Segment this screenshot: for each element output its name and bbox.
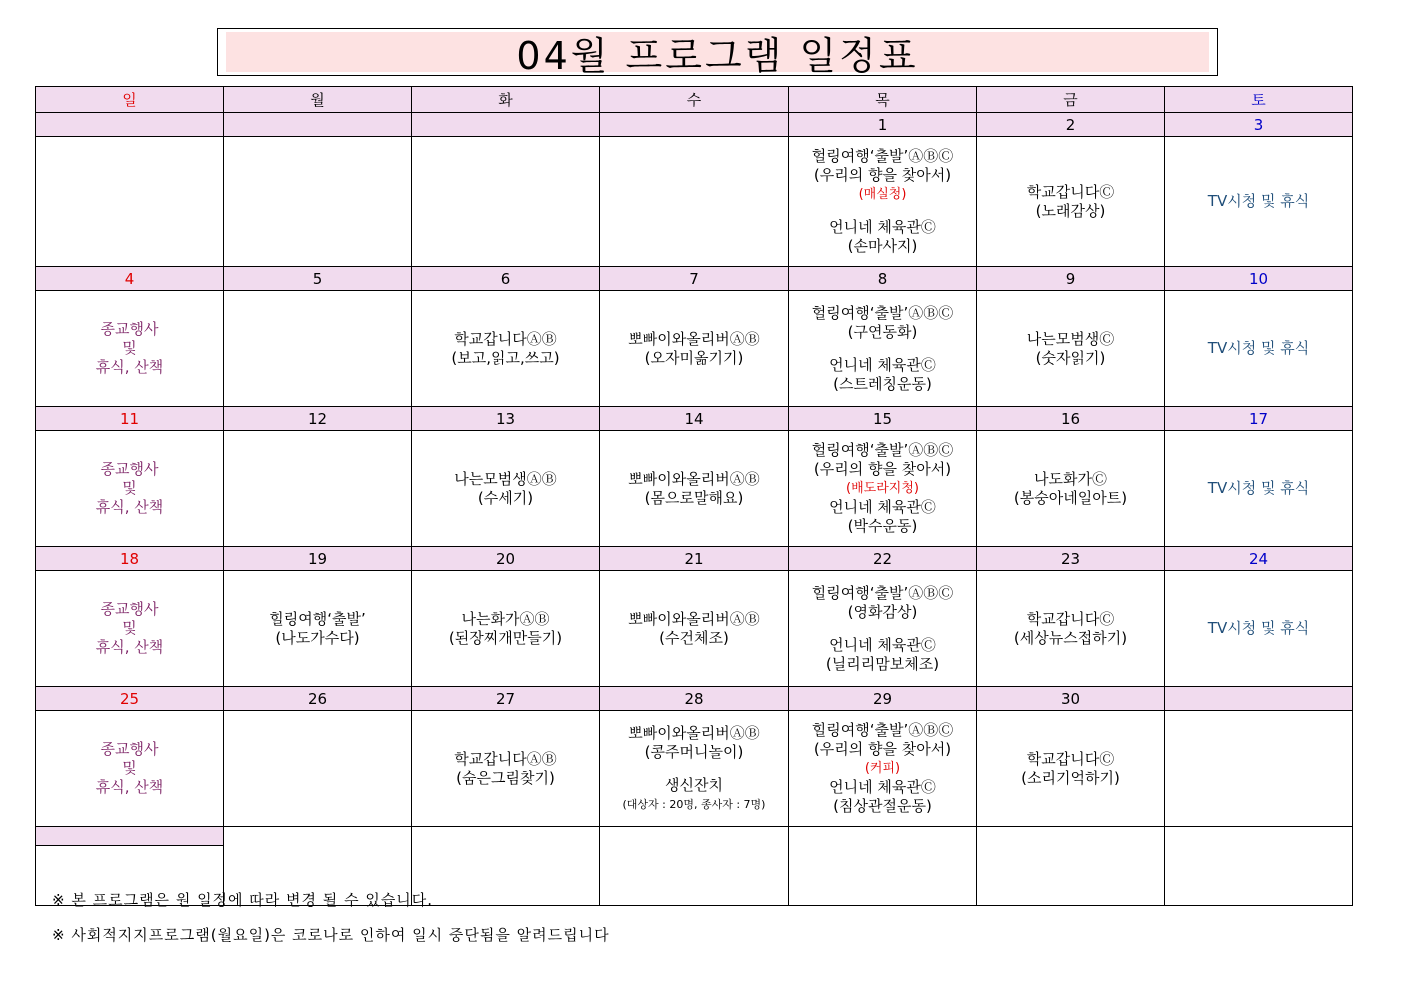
program-line: (닐리리맘보체조) — [825, 654, 940, 673]
program-line: 종교행사 — [100, 460, 159, 478]
calendar-table — [35, 86, 1353, 906]
date-number — [600, 113, 789, 137]
spacer — [789, 342, 976, 356]
program-line: (된장찌개만들기) — [448, 628, 563, 647]
program-cell — [600, 571, 789, 687]
date-number: 10 — [1165, 267, 1353, 291]
program-line: 학교갑니다ⒶⒷ — [454, 749, 557, 768]
date-number: 2 — [977, 113, 1165, 137]
program-line: 뽀빠이와올리버ⒶⒷ — [628, 329, 760, 348]
page-title: 04월 프로그램 일정표 — [226, 32, 1209, 72]
program-row — [36, 137, 1353, 267]
program-line: (보고,읽고,쓰고) — [451, 348, 560, 367]
date-number: 20 — [412, 547, 600, 571]
program-cell — [36, 291, 224, 407]
empty-cell — [412, 827, 600, 906]
program-line: (수건체조) — [659, 628, 729, 647]
date-number: 24 — [1165, 547, 1353, 571]
program-cell — [36, 571, 224, 687]
program-line: (봉숭아네일아트) — [1013, 488, 1128, 507]
weekday-header: 화 — [412, 87, 600, 113]
program-line: 휴식, 산책 — [95, 778, 164, 796]
program-row — [36, 571, 1353, 687]
date-number: 23 — [977, 547, 1165, 571]
program-line: (박수운동) — [847, 517, 918, 535]
empty-cell — [600, 827, 789, 906]
date-number: 4 — [36, 267, 224, 291]
program-line: 뽀빠이와올리버ⒶⒷ — [628, 469, 760, 488]
date-number: 26 — [224, 687, 412, 711]
program-line: (영화감상) — [847, 602, 918, 621]
spacer — [789, 622, 976, 636]
weekday-header: 금 — [977, 87, 1165, 113]
weekday-header: 수 — [600, 87, 789, 113]
program-cell — [977, 431, 1165, 547]
program-line: 휴식, 산책 — [95, 638, 164, 656]
program-cell — [412, 291, 600, 407]
spacer — [789, 204, 976, 218]
weekday-header: 일 — [36, 87, 224, 113]
date-number: 12 — [224, 407, 412, 431]
date-number: 18 — [36, 547, 224, 571]
program-line: 나는모범생Ⓒ — [1026, 329, 1115, 348]
program-line: (노래감상) — [1035, 201, 1106, 220]
program-line: 종교행사 — [100, 320, 159, 338]
program-line: (커피) — [864, 761, 901, 776]
program-line: 및 — [122, 479, 137, 497]
date-number: 25 — [36, 687, 224, 711]
program-line: (배도라지청) — [846, 481, 919, 496]
program-line: 힐링여행‘출발’ⒶⒷⒸ — [811, 721, 954, 739]
program-line: (세상뉴스접하기) — [1013, 628, 1128, 647]
program-line: 뽀빠이와올리버ⒶⒷ — [628, 723, 760, 742]
program-line: 종교행사 — [100, 600, 159, 618]
program-line: 휴식, 산책 — [95, 358, 164, 376]
program-line: 언니네 체육관Ⓒ — [829, 498, 936, 516]
date-number — [224, 113, 412, 137]
program-line: (숫자읽기) — [1035, 348, 1106, 367]
program-cell — [224, 137, 412, 267]
program-line: 학교갑니다ⒶⒷ — [454, 329, 557, 348]
date-number: 11 — [36, 407, 224, 431]
date-number — [36, 113, 224, 137]
program-cell — [600, 137, 789, 267]
program-cell — [1165, 571, 1353, 687]
program-line: 및 — [122, 759, 137, 777]
program-line: (침상관절운동) — [833, 797, 932, 815]
program-cell — [224, 711, 412, 827]
empty-cell — [789, 827, 977, 906]
program-row — [36, 431, 1353, 547]
empty-cell — [977, 827, 1165, 906]
program-line: (손마사지) — [847, 237, 918, 255]
program-line: TV시청 및 휴식 — [1207, 192, 1310, 210]
date-number — [1165, 687, 1353, 711]
date-number-row — [36, 113, 1353, 137]
date-number: 5 — [224, 267, 412, 291]
program-line: 언니네 체육관Ⓒ — [829, 218, 936, 236]
date-number-row — [36, 687, 1353, 711]
program-line: (구연동화) — [847, 322, 918, 341]
date-number: 22 — [789, 547, 977, 571]
program-cell — [600, 711, 789, 827]
program-line: 언니네 체육관Ⓒ — [829, 355, 936, 374]
program-line: 헐링여행‘출발’ⒶⒷⒸ — [811, 147, 954, 165]
program-cell — [36, 431, 224, 547]
program-cell — [412, 137, 600, 267]
program-line: (우리의 향을 찾아서) — [813, 740, 952, 758]
weekday-header-row — [36, 87, 1353, 113]
program-line: 언니네 체육관Ⓒ — [829, 635, 936, 654]
date-number — [412, 113, 600, 137]
note-line: ※ 본 프로그램은 원 일정에 따라 변경 될 수 있습니다. — [52, 891, 434, 909]
program-cell — [789, 711, 977, 827]
program-cell — [1165, 431, 1353, 547]
program-cell — [412, 571, 600, 687]
spacer — [600, 762, 788, 776]
weekday-header: 월 — [224, 87, 412, 113]
date-number: 19 — [224, 547, 412, 571]
program-line: 나는모범생ⒶⒷ — [454, 469, 557, 488]
program-cell — [600, 291, 789, 407]
program-line: 언니네 체육관Ⓒ — [829, 778, 936, 796]
program-line: 나도화가Ⓒ — [1034, 469, 1107, 488]
date-number-row — [36, 267, 1353, 291]
date-number: 6 — [412, 267, 600, 291]
program-line: (우리의 향을 찾아서) — [813, 460, 952, 478]
date-number: 28 — [600, 687, 789, 711]
program-line: TV시청 및 휴식 — [1207, 479, 1310, 497]
program-line: TV시청 및 휴식 — [1207, 339, 1310, 357]
program-line: (소리기억하기) — [1021, 768, 1120, 787]
program-line: 힐링여행‘출발’ — [269, 609, 366, 628]
date-number: 9 — [977, 267, 1165, 291]
empty-date-band — [36, 827, 223, 846]
program-line: (콩주머니놀이) — [644, 742, 744, 761]
program-cell — [600, 431, 789, 547]
date-number: 1 — [789, 113, 977, 137]
date-number: 13 — [412, 407, 600, 431]
date-number: 14 — [600, 407, 789, 431]
program-cell — [224, 291, 412, 407]
date-number: 8 — [789, 267, 977, 291]
program-cell — [789, 291, 977, 407]
title-box — [217, 28, 1218, 76]
date-number: 3 — [1165, 113, 1353, 137]
program-row — [36, 291, 1353, 407]
program-cell — [977, 291, 1165, 407]
program-cell — [977, 711, 1165, 827]
program-line: (스트레칭운동) — [833, 374, 932, 393]
program-cell — [789, 571, 977, 687]
program-cell — [224, 431, 412, 547]
program-cell — [412, 431, 600, 547]
empty-cell — [1165, 827, 1353, 906]
program-cell — [36, 711, 224, 827]
program-line: 뽀빠이와올리버ⒶⒷ — [628, 609, 760, 628]
program-cell — [977, 571, 1165, 687]
program-line: 힐링여행‘출발’ⒶⒷⒸ — [811, 583, 954, 602]
program-line: (나도가수다) — [275, 628, 360, 647]
date-number: 16 — [977, 407, 1165, 431]
date-number: 27 — [412, 687, 600, 711]
program-cell — [36, 137, 224, 267]
program-line: 학교갑니다Ⓒ — [1026, 749, 1115, 768]
program-row — [36, 711, 1353, 827]
date-number-row — [36, 547, 1353, 571]
date-number: 30 — [977, 687, 1165, 711]
program-line: TV시청 및 휴식 — [1207, 619, 1310, 637]
program-line: 나는화가ⒶⒷ — [461, 609, 550, 628]
program-cell — [1165, 711, 1353, 827]
program-cell — [224, 571, 412, 687]
program-line: 헐링여행‘출발’ⒶⒷⒸ — [811, 303, 954, 322]
program-line: 종교행사 — [100, 740, 159, 758]
program-line: (수세기) — [477, 488, 534, 507]
weekday-header: 토 — [1165, 87, 1353, 113]
program-line: (우리의 향을 찾아서) — [813, 166, 952, 184]
program-line: (몸으로말해요) — [644, 488, 744, 507]
program-line: 헐링여행‘출발’ⒶⒷⒸ — [811, 441, 954, 459]
date-number-row — [36, 407, 1353, 431]
program-cell — [1165, 137, 1353, 267]
weekday-header: 목 — [789, 87, 977, 113]
note-line: ※ 사회적지지프로그램(월요일)은 코로나로 인하여 일시 중단됨을 알려드립니다 — [52, 926, 610, 944]
date-number: 21 — [600, 547, 789, 571]
program-line: 휴식, 산책 — [95, 498, 164, 516]
program-cell — [412, 711, 600, 827]
program-line: 생신잔치 — [665, 775, 723, 794]
date-number: 17 — [1165, 407, 1353, 431]
date-number: 29 — [789, 687, 977, 711]
program-cell — [1165, 291, 1353, 407]
program-cell — [789, 137, 977, 267]
program-cell — [977, 137, 1165, 267]
program-line: (숨은그림찾기) — [456, 768, 555, 787]
date-number: 7 — [600, 267, 789, 291]
date-number: 15 — [789, 407, 977, 431]
program-line: 학교갑니다Ⓒ — [1026, 182, 1115, 201]
program-line: 및 — [122, 339, 137, 357]
program-line: 학교갑니다Ⓒ — [1026, 609, 1115, 628]
program-line: 및 — [122, 619, 137, 637]
program-line: (매실청) — [858, 187, 907, 202]
program-line: (오자미옮기기) — [644, 348, 744, 367]
program-line: (대상자 : 20명, 종사자 : 7명) — [622, 797, 766, 811]
program-cell — [789, 431, 977, 547]
